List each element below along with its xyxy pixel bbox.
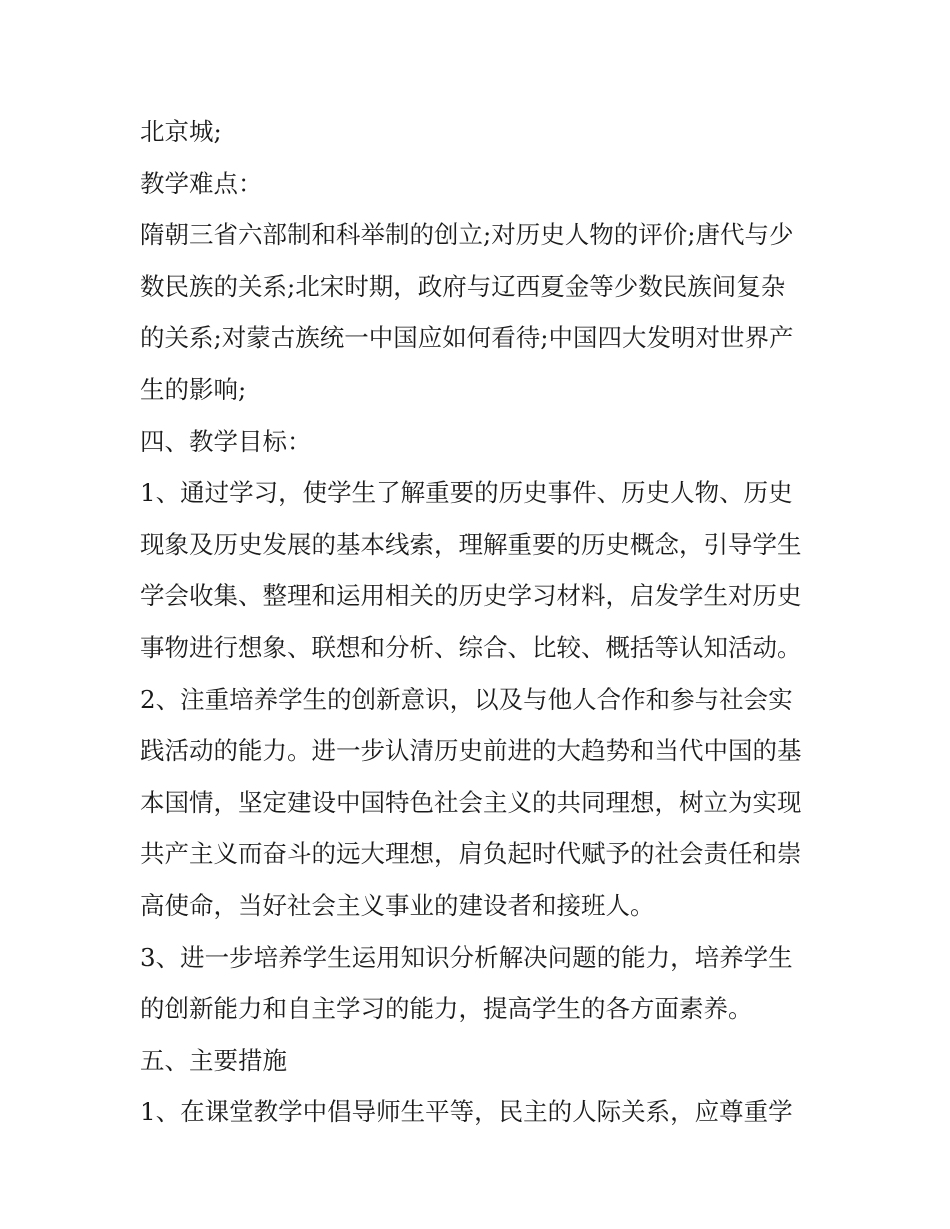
text-line: 学会收集、整理和运用相关的历史学习材料，启发学生对历史: [140, 581, 802, 611]
section-heading: 教学难点：: [140, 168, 263, 198]
text-line: 生的影响;: [140, 374, 247, 404]
text-line: 隋朝三省六部制和科举制的创立;对历史人物的评价;唐代与少: [140, 220, 794, 250]
text-line: 事物进行想象、联想和分析、综合、比较、概括等认知活动。: [140, 632, 802, 662]
text-line: 高使命，当好社会主义事业的建设者和接班人。: [140, 890, 655, 920]
section-heading: 四、教学目标：: [140, 426, 312, 456]
text-line: 的创新能力和自主学习的能力，提高学生的各方面素养。: [140, 994, 753, 1024]
text-line: 北京城;: [140, 117, 222, 146]
text-line: 1、在课堂教学中倡导师生平等，民主的人际关系，应尊重学: [140, 1097, 793, 1127]
text-line: 1、通过学习，使学生了解重要的历史事件、历史人物、历史: [140, 478, 793, 508]
document-body: [140, 106, 820, 1138]
text-line: 本国情，坚定建设中国特色社会主义的共同理想，树立为实现: [140, 787, 802, 817]
text-line: 共产主义而奋斗的远大理想，肩负起时代赋予的社会责任和崇: [140, 839, 802, 869]
text-line: 2、注重培养学生的创新意识，以及与他人合作和参与社会实: [140, 684, 793, 714]
text-line: 现象及历史发展的基本线索，理解重要的历史概念，引导学生: [140, 529, 802, 559]
text-line: 数民族的关系;北宋时期，政府与辽西夏金等少数民族间复杂: [140, 271, 786, 301]
section-heading: 五、主要措施: [140, 1045, 287, 1075]
text-line: 3、进一步培养学生运用知识分析解决问题的能力，培养学生: [140, 942, 793, 972]
text-line: 践活动的能力。进一步认清历史前进的大趋势和当代中国的基: [140, 736, 802, 766]
text-line: 的关系;对蒙古族统一中国应如何看待;中国四大发明对世界产: [140, 323, 794, 353]
